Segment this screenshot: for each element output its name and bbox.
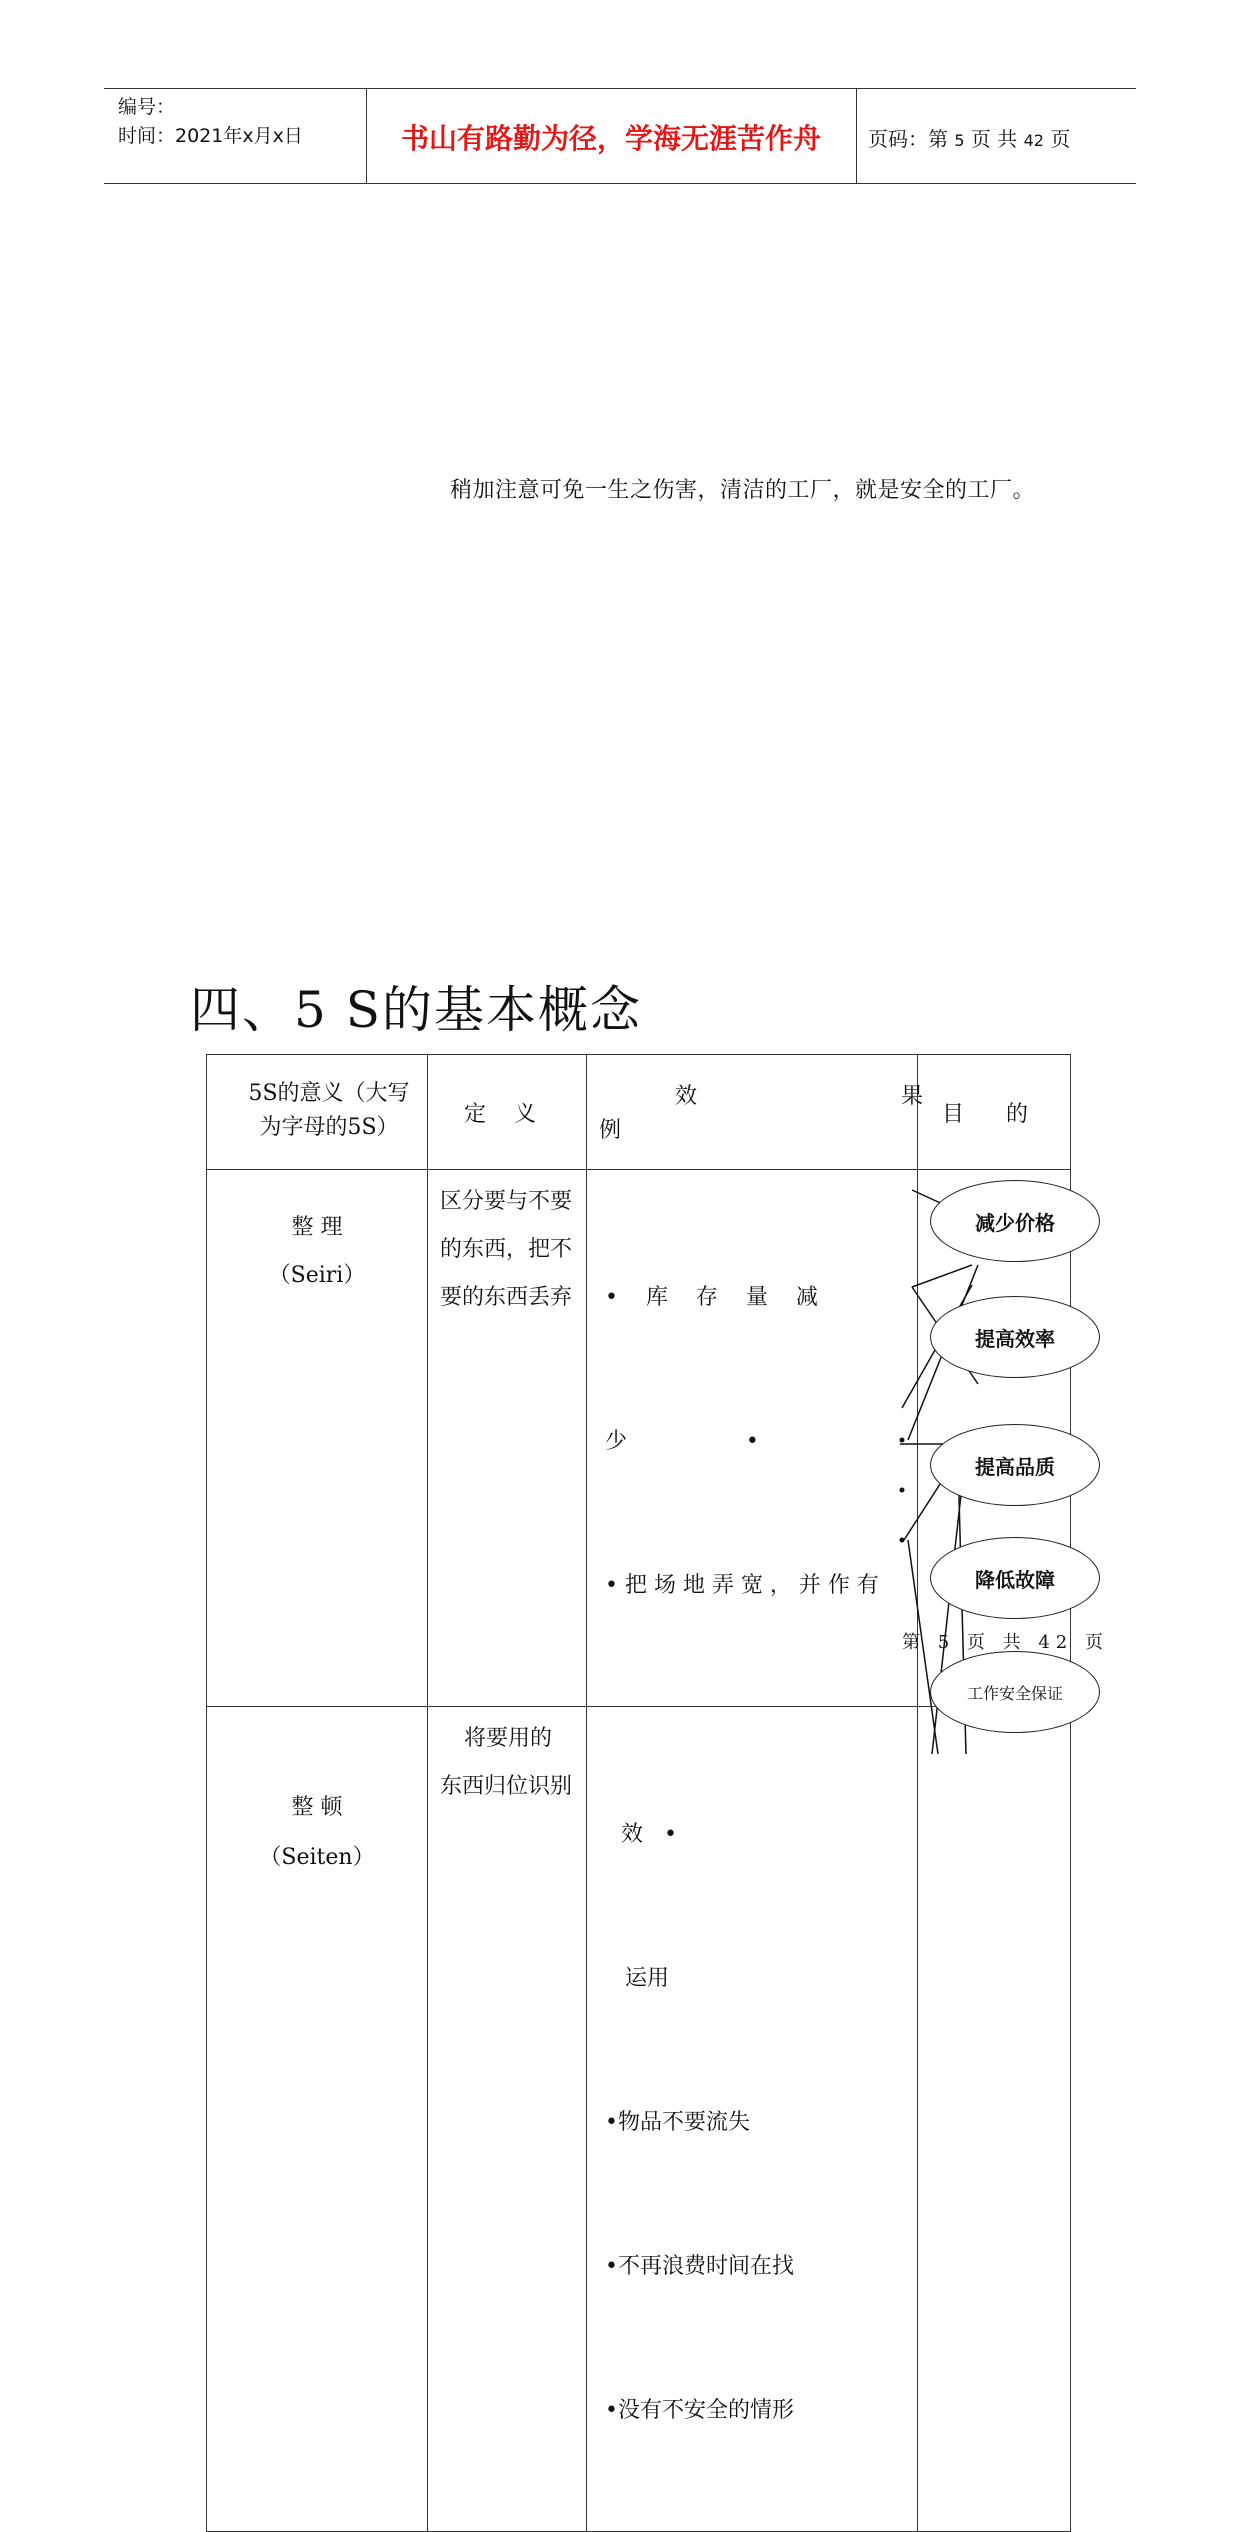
page-prefix: 页码：第	[868, 127, 948, 151]
definition-line: 将要用的	[464, 1726, 553, 1751]
row-roman: （Seiri）	[268, 1263, 366, 1288]
header-motto: 书山有路勤为径，学海无涯苦作舟	[400, 122, 821, 155]
purpose-label: 减少价格	[975, 1210, 1055, 1235]
purpose-ellipse	[930, 1296, 1100, 1378]
section-title: 四、5 S的基本概念	[190, 981, 642, 1039]
safety-quote: 稍加注意可免一生之伤害，清洁的工厂，就是安全的工厂。	[450, 478, 1036, 503]
meaning-line-1: 5S的意义（大写	[248, 1081, 410, 1106]
purpose-label: 提高效率	[975, 1326, 1055, 1351]
effect-line: 运用	[625, 1966, 670, 1991]
row-name: 整 顿	[291, 1795, 343, 1820]
row-roman: （Seiten）	[259, 1845, 375, 1870]
definition-line: 要的东西丢弃	[440, 1285, 573, 1310]
row-name-cell	[207, 1707, 428, 2532]
purpose-ellipse	[930, 1651, 1100, 1733]
effect-label-a: 效	[675, 1084, 698, 1109]
bullet-marker	[900, 1438, 905, 1443]
connector-line	[912, 1265, 972, 1287]
effect-line: •物品不要流失	[605, 2110, 750, 2135]
page-number: 5	[954, 131, 965, 150]
bullet-marker	[900, 1538, 905, 1543]
row-name: 整 理	[291, 1215, 343, 1240]
row-purpose-cell	[918, 1707, 1071, 2532]
meaning-line-2: 为字母的5S）	[259, 1115, 399, 1140]
purpose-label: 降低故障	[975, 1567, 1055, 1592]
purpose-label: 目 的	[942, 1102, 1028, 1127]
page-suffix: 页	[1050, 127, 1071, 151]
example-label: 例	[599, 1118, 622, 1143]
effect-line: •不再浪费时间在找	[605, 2254, 794, 2279]
effect-line: • 把 场 地 弄 宽 ， 并 作 有	[605, 1573, 879, 1598]
table-row	[207, 1707, 1071, 2532]
page-total: 42	[1023, 131, 1044, 150]
purpose-label: 提高品质	[975, 1454, 1055, 1479]
definition-line: 区分要与不要	[440, 1189, 573, 1214]
bullet-marker	[900, 1488, 905, 1493]
purpose-label: 工作安全保证	[966, 1683, 1063, 1703]
effect-line: 少 •	[605, 1429, 759, 1454]
purpose-ellipse	[930, 1424, 1100, 1506]
page-footer: 第 5 页 共 42 页	[902, 1632, 1109, 1653]
definition-line: 东西归位识别	[440, 1774, 573, 1799]
effect-line: •没有不安全的情形	[605, 2398, 794, 2423]
effect-label-b: 果	[901, 1084, 924, 1109]
number-label: 编号：	[118, 96, 176, 118]
row-effect-cell	[587, 1707, 918, 2532]
definition-label: 定 义	[464, 1102, 536, 1127]
definition-line: 的东西，把不	[440, 1237, 573, 1262]
effect-line: 效 •	[621, 1822, 677, 1847]
time-label: 时间：2021年x月x日	[118, 125, 303, 147]
page-mid: 页 共	[970, 127, 1018, 151]
purpose-ellipse	[930, 1180, 1100, 1262]
row-definition-cell	[428, 1707, 587, 2532]
effect-line: • 库 存 量 减	[605, 1285, 818, 1310]
purpose-ellipse	[930, 1537, 1100, 1619]
